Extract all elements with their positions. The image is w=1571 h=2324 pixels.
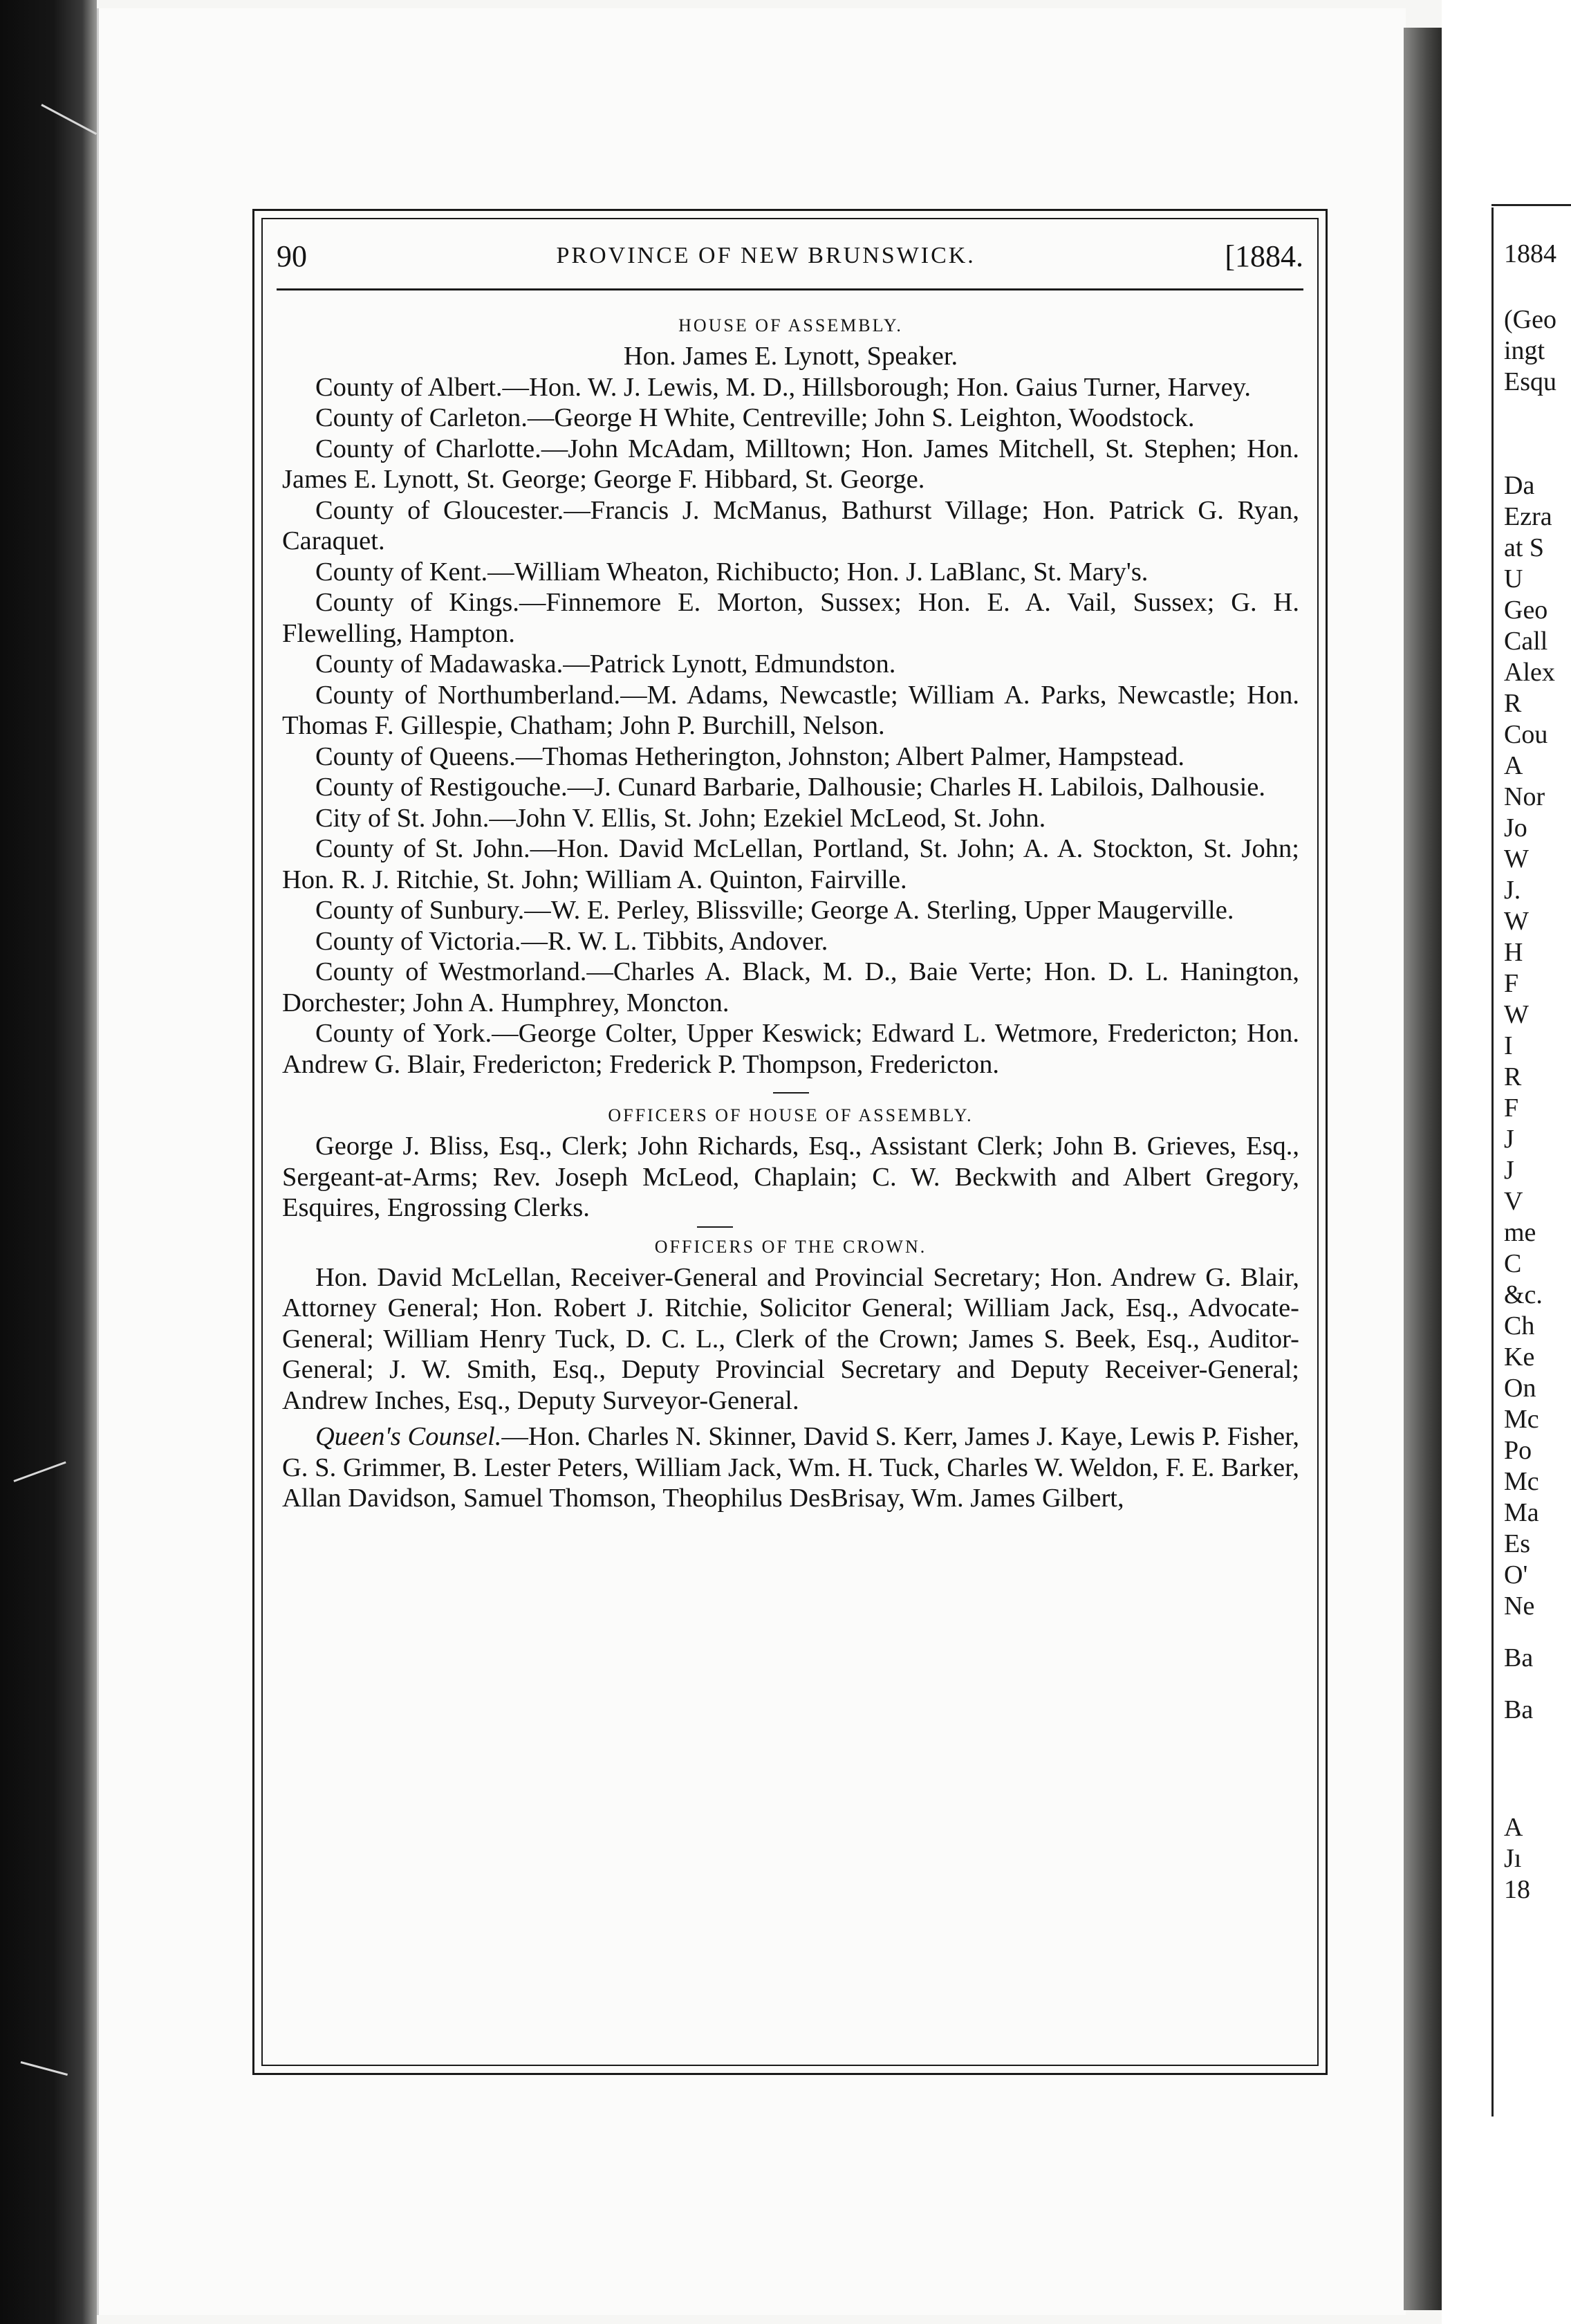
facing-page-line: Jo — [1504, 813, 1527, 842]
page-gutter-shadow — [1404, 28, 1442, 2310]
facing-page-edge — [1442, 0, 1571, 2324]
county-entry: County of St. John.—Hon. David McLellan, Portland, St. John; A. A. Stockton, St. John; Hon. R. J. Ritchie, St. John; William A. Quinton, Fairville. — [282, 834, 1299, 894]
facing-page-line: Geo — [1504, 596, 1548, 625]
facing-page-line: Ch — [1504, 1311, 1535, 1340]
county-entry: County of Victoria.—R. W. L. Tibbits, Andover. — [315, 926, 828, 956]
facing-page-line: Ba — [1504, 1695, 1534, 1724]
facing-page-rule — [1491, 208, 1494, 2116]
county-entry: County of Carleton.—George H White, Centreville; John S. Leighton, Woodstock. — [315, 403, 1195, 432]
facing-page-line: W — [1504, 845, 1529, 874]
facing-page-line: Da — [1504, 471, 1535, 500]
facing-page-line: W — [1504, 907, 1529, 936]
county-entry: County of Restigouche.—J. Cunard Barbarie, Dalhousie; Charles H. Labilois, Dalhousie. — [315, 773, 1265, 802]
facing-page-line: J — [1504, 1125, 1514, 1154]
facing-page-line: Esqu — [1504, 367, 1556, 396]
facing-page-line: Ne — [1504, 1592, 1535, 1621]
facing-page-line: J. — [1504, 876, 1521, 905]
facing-page-line: ingt — [1504, 336, 1545, 365]
facing-page-line: Nor — [1504, 782, 1545, 811]
page-number: 90 — [277, 239, 307, 273]
facing-page-line: I — [1504, 1031, 1513, 1060]
facing-page-line: Po — [1504, 1436, 1532, 1465]
facing-page-line: W — [1504, 1000, 1529, 1029]
text-frame-inner — [261, 218, 1319, 2066]
facing-page-line: Ezra — [1504, 502, 1552, 531]
queens-counsel-label: Queen's Counsel. — [315, 1422, 502, 1451]
county-entry: County of York.—George Colter, Upper Keswick; Edward L. Wetmore, Fredericton; Hon. Andrew G. Blair, Fredericton; Frederick P. Thompson, Fredericton. — [282, 1019, 1299, 1079]
county-list — [282, 372, 1299, 1080]
facing-page-line: R — [1504, 1062, 1522, 1091]
facing-page-line: &c. — [1504, 1280, 1543, 1309]
facing-page-rule — [1491, 204, 1571, 206]
county-entry: County of Sunbury.—W. E. Perley, Blissville; George A. Sterling, Upper Maugerville. — [315, 896, 1234, 925]
county-entry: County of Kent.—William Wheaton, Richibucto; Hon. J. LaBlanc, St. Mary's. — [315, 557, 1149, 587]
county-entry: County of Kings.—Finnemore E. Morton, Sussex; Hon. E. A. Vail, Sussex; G. H. Flewelling, Hampton. — [282, 588, 1299, 648]
header-rule — [277, 288, 1303, 290]
scan-dark-margin — [0, 0, 97, 2324]
facing-page-line: Mc — [1504, 1405, 1539, 1434]
facing-page-line: Mc — [1504, 1467, 1539, 1496]
section-title-officers-crown: OFFICERS OF THE CROWN. — [654, 1236, 927, 1257]
facing-page-line: C — [1504, 1249, 1522, 1278]
facing-page-line: me — [1504, 1218, 1536, 1247]
officers-crown-paragraph: Hon. David McLellan, Receiver-General and Provincial Secretary; Hon. Andrew G. Blair, Attorney General; Hon. Robert J. Ritchie, Solicitor General; William Jack, Esq., Advocate-General; William Henry Tuck, D. C. L., Clerk of the Crown; James S. Beek, Esq., Auditor-General; J. W. Smith, Esq., Deputy Provincial Secretary and Deputy Receiver-General; Andrew Inches, Esq., Deputy Surveyor-General. — [282, 1262, 1299, 1415]
facing-page-line: F — [1504, 969, 1519, 998]
facing-page-line: J — [1504, 1156, 1514, 1185]
section-separator — [697, 1226, 733, 1228]
running-title: PROVINCE OF NEW BRUNSWICK. — [556, 243, 976, 268]
facing-page-line: Ma — [1504, 1498, 1539, 1527]
facing-page-line: V — [1504, 1187, 1523, 1216]
facing-page-line: Jı — [1504, 1844, 1522, 1873]
facing-page-line: (Geo — [1504, 305, 1556, 334]
facing-page-line: at S — [1504, 533, 1545, 562]
facing-page-line: R — [1504, 689, 1522, 718]
facing-page-line: F — [1504, 1094, 1519, 1123]
county-entry: County of Madawaska.—Patrick Lynott, Edmundston. — [315, 649, 896, 679]
county-entry: County of Northumberland.—M. Adams, Newcastle; William A. Parks, Newcastle; Hon. Thomas F. Gillespie, Chatham; John P. Burchill, Nelson. — [282, 680, 1299, 740]
county-entry: County of Queens.—Thomas Hetherington, Johnston; Albert Palmer, Hampstead. — [315, 741, 1185, 771]
section-title-officers-house: OFFICERS OF HOUSE OF ASSEMBLY. — [608, 1105, 974, 1125]
facing-page-line: Ba — [1504, 1643, 1534, 1672]
speaker-line: Hon. James E. Lynott, Speaker. — [623, 342, 958, 371]
facing-page-line: On — [1504, 1374, 1536, 1403]
queens-counsel-text: —Hon. Charles N. Skinner, David S. Kerr, James J. Kaye, Lewis P. Fisher, G. S. Grimmer, B. Lester Peters, William Jack, Wm. H. Tuck, Charles W. Weldon, F. E. Barker, Allan Davidson, Samuel Thomson, Theophilus DesBrisay, Wm. James Gilbert, — [282, 1422, 1299, 1513]
facing-page-line: Cou — [1504, 720, 1548, 749]
facing-page-line: 18 — [1504, 1875, 1530, 1904]
facing-page-line: 1884 — [1504, 239, 1556, 268]
county-entry: County of Albert.—Hon. W. J. Lewis, M. D., Hillsborough; Hon. Gaius Turner, Harvey. — [315, 372, 1252, 402]
section-separator — [773, 1092, 809, 1094]
facing-page-line: A — [1504, 751, 1523, 780]
county-entry: County of Westmorland.—Charles A. Black, M. D., Baie Verte; Hon. D. L. Hanington, Dorchester; John A. Humphrey, Moncton. — [282, 957, 1299, 1017]
facing-page-line: H — [1504, 938, 1523, 967]
queens-counsel-paragraph — [282, 1421, 1299, 1514]
facing-page-line: Call — [1504, 627, 1548, 656]
page-header — [277, 232, 1303, 280]
facing-page-line: Alex — [1504, 658, 1555, 687]
facing-page-line: U — [1504, 564, 1523, 593]
facing-page-line: Ke — [1504, 1343, 1535, 1372]
text-frame — [252, 209, 1328, 2075]
page-year: [1884. — [1225, 239, 1303, 273]
facing-page-line: A — [1504, 1813, 1523, 1842]
county-entry: County of Gloucester.—Francis J. McManus, Bathurst Village; Hon. Patrick G. Ryan, Caraquet. — [282, 495, 1299, 555]
county-entry: City of St. John.—John V. Ellis, St. John; Ezekiel McLeod, St. John. — [315, 803, 1046, 833]
section-title-house-of-assembly: HOUSE OF ASSEMBLY. — [678, 315, 903, 335]
page-body — [282, 311, 1299, 1514]
officers-house-paragraph: George J. Bliss, Esq., Clerk; John Richards, Esq., Assistant Clerk; John B. Grieves, Esq., Sergeant-at-Arms; Rev. Joseph McLeod, Chaplain; C. W. Beckwith and Albert Gregory, Esquires, Engrossing Clerks. — [282, 1132, 1299, 1222]
facing-page-line: O' — [1504, 1560, 1528, 1589]
county-entry: County of Charlotte.—John McAdam, Milltown; Hon. James Mitchell, St. Stephen; Hon. James E. Lynott, St. George; George F. Hibbard, St. George. — [282, 434, 1299, 494]
facing-page-line: Es — [1504, 1529, 1530, 1558]
